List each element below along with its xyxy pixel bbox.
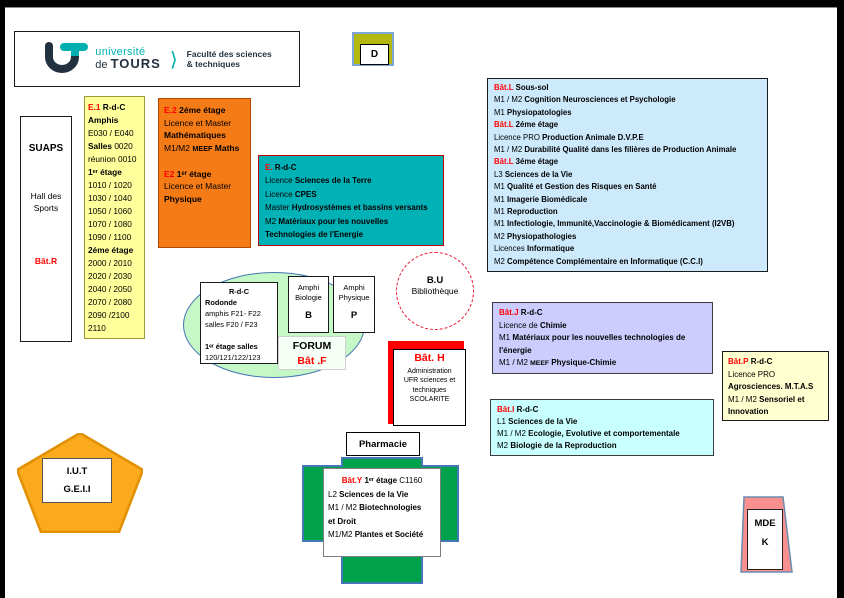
text-line: Licence Sciences de la Terre: [265, 176, 372, 186]
text-line: [164, 155, 245, 168]
text-line: techniques: [412, 386, 447, 394]
text-line: M1/M2 MEEF Maths: [164, 142, 240, 153]
text-line: réunion 0010: [88, 154, 137, 164]
text-line: E2 1ᵉʳ étage: [164, 168, 212, 179]
text-line: M1 Reproduction: [494, 207, 558, 217]
text-line: M2 Matériaux pour les nouvelles: [265, 216, 389, 226]
brand-line-2: de TOURS: [95, 56, 161, 71]
text-line: 1090 / 1100: [88, 232, 132, 242]
text-line: l'énergie: [499, 345, 532, 355]
bat-f-label: Bât .F: [297, 355, 327, 367]
amphi-physique-letter: P: [350, 310, 358, 321]
text-line: M1 Qualité et Gestion des Risques en Santé: [494, 182, 657, 192]
text-line: L2 Sciences de la Vie: [328, 489, 409, 499]
text-line: 2000 / 2010: [88, 258, 132, 268]
text-line: M1 / M2 Ecologie, Evolutive et comportementale: [497, 429, 680, 438]
text-line: 1030 / 1040: [88, 193, 132, 203]
amphi-physique: Amphi Physique P: [333, 276, 375, 333]
left-edge-bar: [0, 0, 5, 598]
logo-divider: ⟩: [169, 48, 178, 71]
text-line: 120/121/122/123: [205, 353, 261, 362]
library-bu-circle: B.U Bibliothèque: [396, 252, 474, 330]
text-line: 2110: [88, 323, 106, 333]
text-line: Agrosciences. M.T.A.S: [728, 382, 814, 391]
text-line: Licence et Master: [164, 117, 232, 128]
amphi-biologie-letter: B: [305, 310, 312, 321]
text-line: M1 / M2 Sensoriel et: [728, 394, 805, 404]
text-line: 2éme étage: [88, 245, 134, 255]
building-y: [323, 468, 441, 557]
faculty-name: Faculté des sciences & techniques: [186, 49, 272, 69]
text-line: 1050 / 1060: [88, 206, 132, 216]
text-line: 2040 / 2050: [88, 284, 132, 294]
text-line: Bât.Y 1ᵉʳ étage C1160: [341, 476, 423, 485]
text-line: Master Hydrosystèmes et bassins versants: [265, 203, 428, 213]
text-line: 2090 /2100: [88, 310, 130, 320]
text-line: Technologies de l'Energie: [265, 230, 364, 240]
text-line: UFR sciences et: [403, 377, 456, 385]
text-line: M1 / M2 Cognition Neurosciences et Psychologie: [494, 95, 676, 105]
text-line: amphis F21- F22: [205, 309, 261, 318]
text-line: 1070 / 1080: [88, 219, 132, 229]
brand-line-1: université: [95, 46, 146, 58]
building-d: [352, 32, 394, 66]
suaps-title: SUAPS: [28, 143, 64, 154]
text-line: Bât.P R-d-C: [728, 357, 773, 366]
university-logo-banner: [14, 31, 300, 87]
building-l: [487, 78, 768, 272]
text-line: E030 / E040: [88, 128, 134, 138]
text-line: M1 Infectiologie, Immunité,Vaccinologie & Biomédicament (I2VB): [494, 219, 735, 229]
top-edge-bar: [0, 0, 844, 7]
pharmacie-label: Pharmacie: [346, 432, 420, 456]
forum-rondode-info: [200, 282, 278, 364]
text-line: et Droit: [328, 516, 356, 526]
text-line: Bât.J R-d-C: [499, 308, 543, 317]
building-j: [492, 302, 713, 374]
text-line: Rodonde: [205, 298, 238, 307]
hall-des-sports-label: Hall des Sports: [30, 191, 62, 213]
text-line: M2 Compétence Complémentaire en Informatique (C.C.I): [494, 256, 703, 266]
building-e: [258, 155, 444, 246]
text-line: M2 Biologie de la Reproduction: [497, 441, 617, 450]
text-line: L1 Sciences de la Vie: [497, 417, 578, 426]
building-e1: [84, 96, 145, 339]
iut-geii-label: I.U.T G.E.I.I: [42, 458, 112, 503]
text-line: 1010 / 1020: [88, 180, 132, 190]
text-line: R-d-C: [228, 287, 250, 296]
building-h: [393, 349, 466, 426]
text-line: Licences Informatique: [494, 244, 575, 254]
amphi-biologie: Amphi Biologie B: [288, 276, 329, 333]
text-line: Bât.I R-d-C: [497, 405, 539, 414]
right-edge-bar: [837, 0, 844, 598]
text-line: M1 Imagerie Biomédicale: [494, 194, 588, 204]
text-line: M1/M2 Plantes et Société: [328, 530, 424, 539]
bat-h-description: [394, 367, 465, 405]
text-line: SCOLARITE: [409, 396, 450, 404]
university-tours-logo-icon: [42, 42, 88, 76]
building-i: [490, 399, 714, 456]
text-line: Licence CPES: [265, 189, 317, 199]
building-e2: [158, 98, 251, 248]
text-line: E.1 R-d-C: [88, 102, 126, 112]
forum-label: FORUM Bât .F: [278, 336, 346, 370]
mde-k-label: MDE K: [747, 509, 783, 570]
text-line: E.2 2éme étage: [164, 105, 226, 115]
text-line: [205, 330, 273, 341]
text-line: 2070 / 2080: [88, 297, 132, 307]
text-line: M1 Matériaux pour les nouvelles technologies de: [499, 333, 686, 343]
text-line: E. R-d-C: [265, 163, 297, 172]
text-line: Salles 0020: [88, 141, 133, 151]
text-line: Licence PRO: [728, 369, 776, 379]
text-line: Administration: [407, 367, 452, 375]
text-line: salles F20 / F23: [205, 320, 258, 329]
text-line: M2 Physiopathologies: [494, 231, 577, 241]
text-line: Bât.L Sous-sol: [494, 83, 549, 92]
university-name: [95, 47, 161, 71]
text-line: L3 Sciences de la Vie: [494, 169, 573, 179]
building-r-suaps: [20, 116, 72, 342]
text-line: 2020 / 2030: [88, 271, 132, 281]
text-line: M1 / M2 Durabilité Qualité dans les filières de Production Animale: [494, 145, 737, 155]
text-line: Amphis: [88, 115, 119, 125]
text-line: M1 / M2 Biotechnologies: [328, 503, 422, 512]
text-line: Licence de Chimie: [499, 320, 567, 330]
bat-r-label: Bât.R: [34, 256, 58, 266]
text-line: Licence et Master: [164, 181, 232, 191]
text-line: 1ᵉʳ étage salles: [205, 342, 258, 351]
text-line: Bât.L 3éme étage: [494, 157, 559, 167]
text-line: Licence PRO Production Animale D.V.P.E: [494, 132, 644, 142]
text-line: M1 / M2 MEEF Physique-Chimie: [499, 358, 617, 368]
text-line: 1ᵉʳ étage: [88, 167, 122, 177]
building-p: [722, 351, 829, 421]
bat-h-title: Bât. H: [414, 352, 445, 364]
text-line: Physique: [164, 193, 202, 204]
text-line: Innovation: [728, 407, 769, 416]
building-d-label: D: [360, 44, 389, 65]
text-line: Bât.L 2éme étage: [494, 120, 559, 130]
text-line: M1 Physiopatologies: [494, 107, 572, 117]
text-line: Mathématiques: [164, 130, 226, 140]
